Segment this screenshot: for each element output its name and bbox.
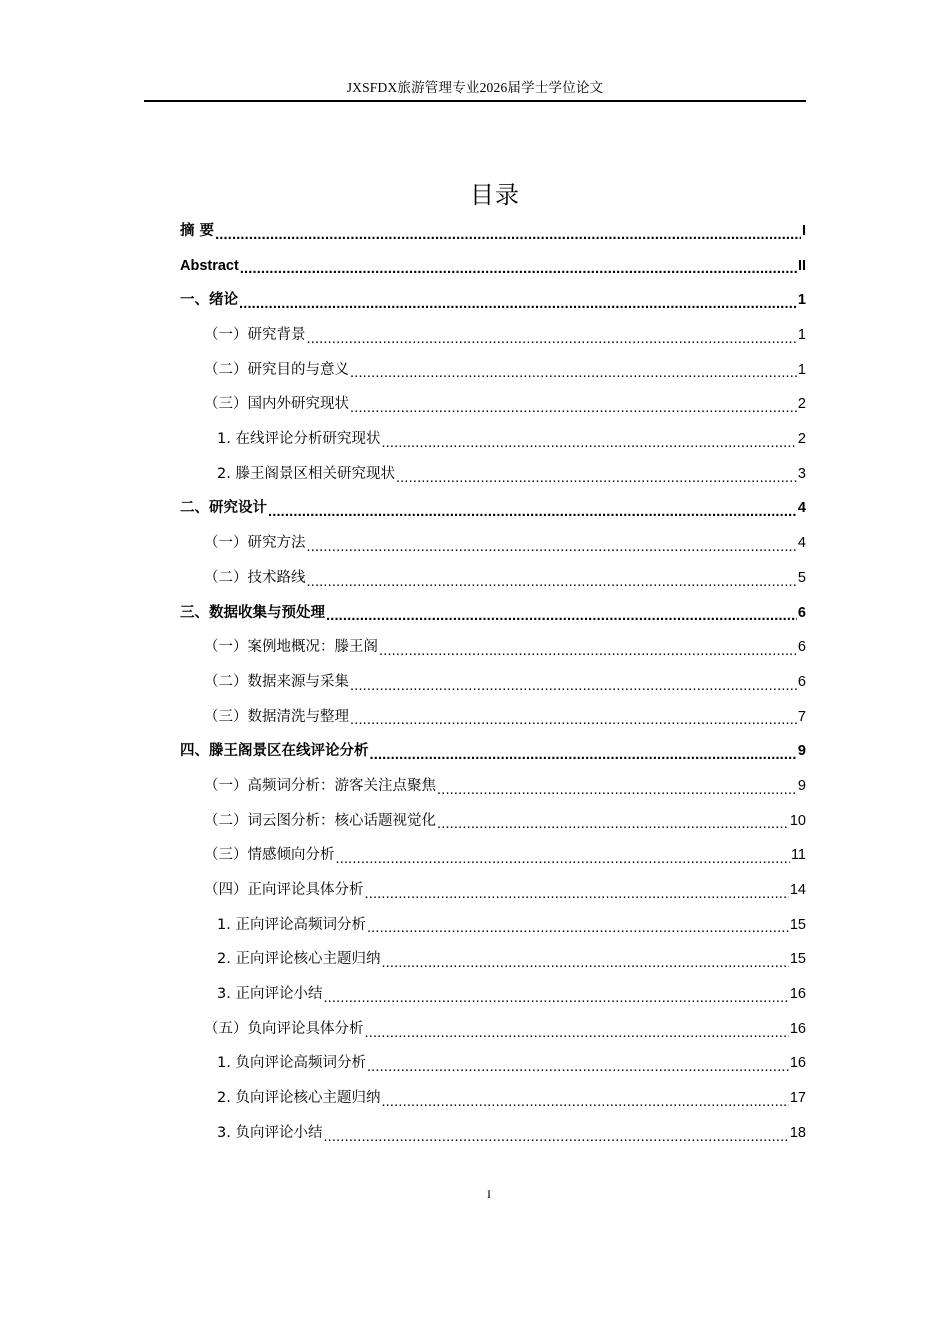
toc-leader-dots [323,1116,788,1151]
toc-entry-label: 1. 负向评论高频词分析 [217,1055,366,1072]
toc-leader-dots [240,249,797,284]
toc-entry-page: 17 [789,1090,806,1107]
toc-entry-page: 16 [789,1055,806,1072]
toc-leader-dots [437,769,797,804]
toc-entry-page: 15 [789,951,806,968]
toc-entry-page: 15 [789,916,806,933]
toc-entry[interactable] [180,734,806,769]
toc-leader-dots [239,283,797,318]
toc-leader-dots [307,561,797,596]
running-header: JXSFDX旅游管理专业2026届学士学位论文 [346,80,604,95]
toc-entry[interactable] [180,873,806,908]
toc-entry-page: 6 [797,604,806,621]
toc-entry-page: 2 [797,396,806,413]
toc-entry-page: 18 [789,1124,806,1141]
toc-entry-page: 6 [797,639,806,656]
toc-entry-label: （三）数据清洗与整理 [204,708,349,725]
toc-leader-dots [381,942,788,977]
toc-leader-dots [215,214,801,249]
toc-leader-dots [336,838,790,873]
toc-entry[interactable] [180,249,806,284]
toc-leader-dots [350,353,797,388]
toc-entry-label: （二）数据来源与采集 [204,673,349,690]
toc-entry-page: 1 [797,292,806,309]
toc-entry-label: （一）研究背景 [204,327,306,344]
toc-entry-label: 2. 滕王阁景区相关研究现状 [217,465,395,482]
toc-leader-dots [381,1081,788,1116]
toc-entry-label: （五）负向评论具体分析 [204,1020,364,1037]
toc-entry[interactable] [180,596,806,631]
toc-entry[interactable] [180,526,806,561]
toc-entry-page: 6 [797,673,806,690]
toc-entry[interactable] [180,492,806,527]
toc-entry-page: 7 [797,708,806,725]
toc-entry-label: （一）研究方法 [204,535,306,552]
toc-entry[interactable] [180,353,806,388]
toc-entry-page: 5 [797,569,806,586]
toc-entry-label: 一、绪论 [180,292,238,309]
toc-entry-label: （二）研究目的与意义 [204,361,349,378]
header-rule [144,100,806,102]
toc-entry-page: 9 [797,777,806,794]
toc-entry-label: （一）高频词分析：游客关注点聚焦 [204,777,436,794]
toc-entry[interactable] [180,318,806,353]
page-number: I [487,1187,491,1201]
toc-leader-dots [323,977,788,1012]
toc-entry[interactable] [180,1047,806,1082]
toc-entry[interactable] [180,838,806,873]
toc-entry-label: （四）正向评论具体分析 [204,882,364,899]
toc-entry[interactable] [180,422,806,457]
toc-leader-dots [268,492,797,527]
toc-entry[interactable] [180,942,806,977]
toc-entry[interactable] [180,1081,806,1116]
toc-entry-page: II [797,257,806,274]
toc-entry[interactable] [180,769,806,804]
toc-entry[interactable] [180,630,806,665]
toc-leader-dots [365,873,789,908]
toc-entry[interactable] [180,387,806,422]
toc-leader-dots [367,908,789,943]
toc-entry-page: 16 [789,1020,806,1037]
toc-entry-label: （三）情感倾向分析 [204,847,335,864]
toc-leader-dots [350,700,797,735]
toc-entry-label: 2. 正向评论核心主题归纳 [217,951,381,968]
toc-entry[interactable] [180,561,806,596]
toc-entry-label: Abstract [180,257,239,274]
table-of-contents [180,214,806,1151]
toc-leader-dots [307,526,797,561]
toc-entry-label: 四、滕王阁景区在线评论分析 [180,743,369,760]
toc-leader-dots [350,387,797,422]
toc-entry-page: 10 [789,812,806,829]
toc-leader-dots [365,1012,789,1047]
toc-entry[interactable] [180,908,806,943]
toc-entry-page: 4 [797,500,806,517]
toc-leader-dots [396,457,797,492]
toc-entry-label: 二、研究设计 [180,500,267,517]
toc-entry-page: 1 [797,327,806,344]
toc-entry-page: 1 [797,361,806,378]
toc-entry-label: （二）词云图分析：核心话题视觉化 [204,812,436,829]
toc-entry-page: 11 [790,847,806,864]
toc-entry-label: 3. 负向评论小结 [217,1124,323,1141]
toc-entry-page: 4 [797,535,806,552]
toc-leader-dots [379,630,797,665]
toc-entry-page: 3 [797,465,806,482]
toc-entry-label: 1. 正向评论高频词分析 [217,916,366,933]
toc-entry-page: 2 [797,431,806,448]
toc-entry-page: 16 [789,986,806,1003]
toc-entry[interactable] [180,804,806,839]
toc-entry[interactable] [180,665,806,700]
toc-entry[interactable] [180,700,806,735]
toc-entry[interactable] [180,1116,806,1151]
toc-leader-dots [367,1047,789,1082]
toc-entry-page: 9 [797,743,806,760]
toc-entry-label: （二）技术路线 [204,569,306,586]
toc-entry-label: 三、数据收集与预处理 [180,604,325,621]
toc-entry[interactable] [180,1012,806,1047]
toc-entry-label: （一）案例地概况：滕王阁 [204,639,378,656]
toc-entry-label: （三）国内外研究现状 [204,396,349,413]
toc-leader-dots [381,422,796,457]
toc-leader-dots [370,734,797,769]
toc-leader-dots [437,804,789,839]
toc-leader-dots [307,318,797,353]
toc-entry[interactable] [180,214,806,249]
toc-entry-label: 3. 正向评论小结 [217,986,323,1003]
toc-entry[interactable] [180,977,806,1012]
toc-entry-label: 摘 要 [180,222,215,239]
toc-title: 目录 [470,181,520,209]
toc-entry[interactable] [180,457,806,492]
toc-leader-dots [326,596,797,631]
toc-entry-page: I [801,222,806,239]
toc-entry-page: 14 [789,882,806,899]
toc-entry-label: 2. 负向评论核心主题归纳 [217,1090,381,1107]
toc-entry[interactable] [180,283,806,318]
toc-entry-label: 1. 在线评论分析研究现状 [217,431,381,448]
toc-leader-dots [350,665,797,700]
